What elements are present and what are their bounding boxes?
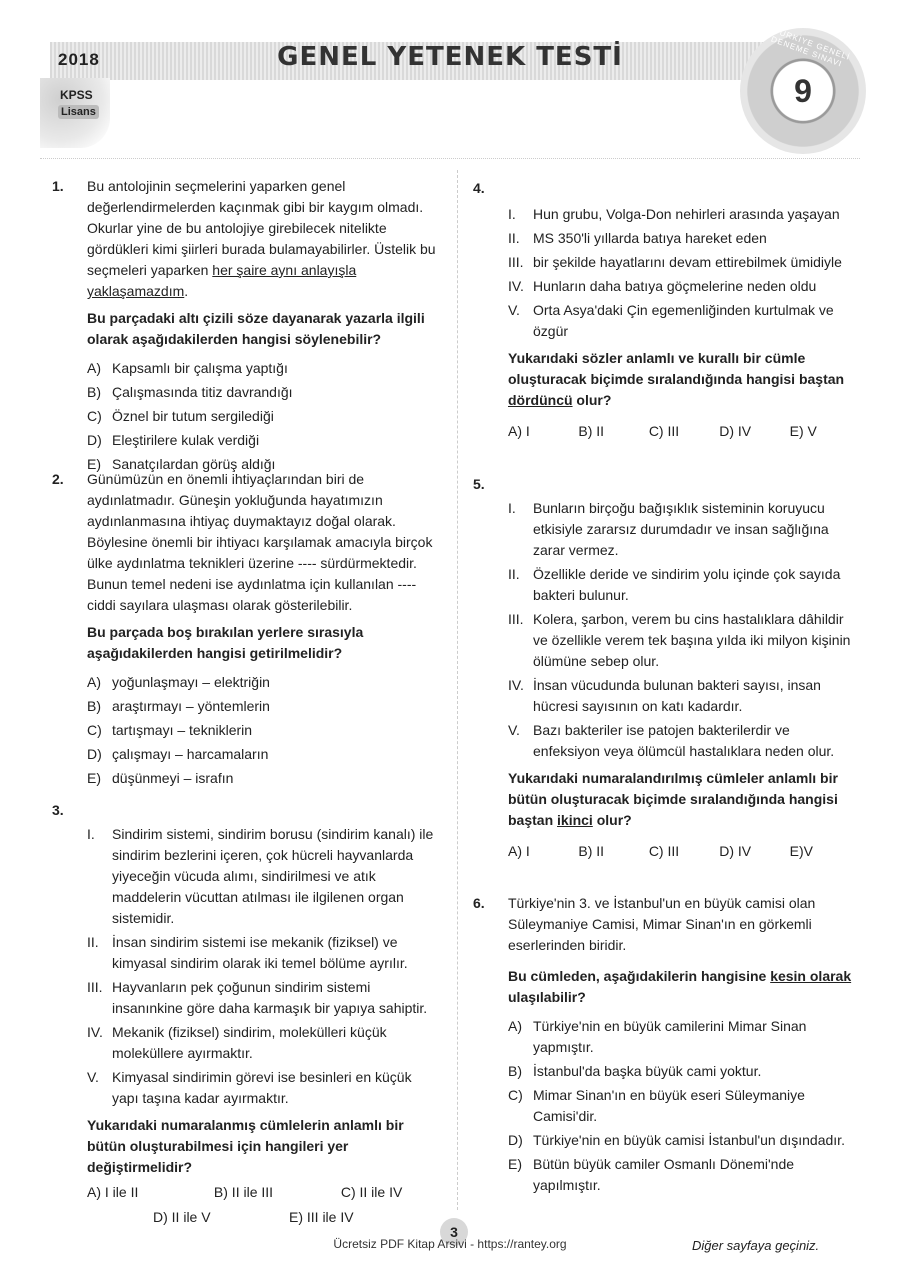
option-e[interactable]: E) Bütün büyük camiler Osmanlı Dönemi'nde yapılmıştır. (508, 1156, 795, 1193)
option-a[interactable]: A) I (508, 423, 530, 439)
option-b[interactable]: B) İstanbul'da başka büyük cami yoktur. (508, 1063, 762, 1079)
option-a[interactable]: A) Kapsamlı bir çalışma yaptığı (87, 360, 288, 376)
question-stem: Yukarıdaki numaralandırılmış cümleler anlamlı bir bütün oluşturacak biçimde sıralandığında hangisi baştan ikinci olur? (508, 770, 838, 828)
option-d[interactable]: D) IV (719, 423, 752, 439)
option-c[interactable]: C) II ile IV (340, 1184, 403, 1200)
question-passage: Türkiye'nin 3. ve İstanbul'un en büyük camisi olan Süleymaniye Camisi, Mimar Sinan'ın en görkemli eserlerinden biridir. (508, 895, 816, 953)
page-title: GENEL YETENEK TESTİ (277, 42, 623, 72)
statement: III. bir şekilde hayatlarını devam ettirebilmek ümidiyle (508, 254, 842, 270)
option-d[interactable]: D) çalışmayı – harcamaların (87, 746, 269, 762)
question-stem: Yukarıdaki numaralanmış cümlelerin anlamlı bir bütün oluşturabilmesi için hangileri yer değiştirmelidir? (87, 1117, 404, 1175)
statement: II. Özellikle deride ve sindirim yolu içinde çok sayıda bakteri bulunur. (508, 566, 841, 603)
option-a[interactable]: A) Türkiye'nin en büyük camilerini Mimar Sinan yapmıştır. (508, 1018, 807, 1055)
question-1 (52, 176, 437, 475)
statement: V. Kimyasal sindirimin görevi ise besinleri en küçük yapı taşına kadar ayırmaktır. (87, 1069, 412, 1106)
option-b[interactable]: B) araştırmayı – yöntemlerin (87, 698, 270, 714)
underlined-phrase: her şaire aynı anlayışla yaklaşamazdım (87, 262, 357, 299)
column-divider (457, 170, 458, 1210)
question-number: 2. (52, 471, 64, 487)
option-e[interactable]: E) düşünmeyi – israfın (87, 770, 234, 786)
statement: I. Bunların birçoğu bağışıklık sisteminin koruyucu etkisiyle zararsız durumdadır ve insan sağlığına zarar vermez. (508, 500, 829, 558)
option-b[interactable]: B) Çalışmasında titiz davrandığı (87, 384, 293, 400)
exam-name: KPSS (60, 88, 93, 102)
option-e[interactable]: E) V (789, 423, 817, 439)
footer-source-link[interactable]: Ücretsiz PDF Kitap Arsivi - https://rantey.org (333, 1237, 567, 1251)
option-e[interactable]: E)V (789, 843, 813, 859)
option-a[interactable]: A) yoğunlaşmayı – elektriğin (87, 674, 270, 690)
option-a[interactable]: A) I ile II (87, 1184, 139, 1200)
question-stem: Bu parçada boş bırakılan yerlere sırasıyla aşağıdakilerden hangisi getirilmelidir? (87, 624, 364, 661)
question-6 (473, 893, 860, 1196)
badge-caption: TÜRKİYE GENELİ DENEME SINAVI (769, 26, 852, 69)
option-e[interactable]: E) Sanatçılardan görüş aldığı (87, 456, 276, 472)
statement: IV. Mekanik (fiziksel) sindirim, molekülleri küçük moleküllere ayırmaktır. (87, 1024, 387, 1061)
option-d[interactable]: D) Türkiye'nin en büyük camisi İstanbul'un dışındadır. (508, 1132, 845, 1148)
question-passage: Bu antolojinin seçmelerini yaparken genel değerlendirmelerden kaçınmak gibi bir kaygım olmadı. Okurlar yine de bu antolojiye girebilecek nitelikte gördükleri kimi şiirleri burada bulamayabilirler. Üstelik bu seçmeleri yaparken her şaire aynı anlayışla yaklaşamazdım. (87, 178, 436, 299)
question-3 (52, 800, 437, 1228)
statement: IV. İnsan vücudunda bulunan bakteri sayısı, insan hücresi sayısının on katı kadardır. (508, 677, 821, 714)
question-2 (52, 469, 437, 789)
statement: III. Kolera, şarbon, verem bu cins hastalıklara dâhildir ve özellikle verem tek başına yılda iki milyon kişinin ölümüne sebep olur. (508, 611, 851, 669)
question-number: 1. (52, 178, 64, 194)
statement: V. Orta Asya'daki Çin egemenliğinden kurtulmak ve özgür (508, 302, 834, 339)
question-stem: Bu cümleden, aşağıdakilerin hangisine kesin olarak ulaşılabilir? (508, 968, 852, 1005)
underlined-word: dördüncü (508, 392, 573, 408)
option-d[interactable]: D) II ile V (153, 1209, 211, 1225)
statement: III. Hayvanların pek çoğunun sindirim sistemi insanınkine göre daha karmaşık bir yapıya sahiptir. (87, 979, 428, 1016)
option-c[interactable]: C) Öznel bir tutum sergilediği (87, 408, 274, 424)
question-4 (473, 178, 860, 442)
option-c[interactable]: C) tartışmayı – tekniklerin (87, 722, 253, 738)
question-stem: Yukarıdaki sözler anlamlı ve kurallı bir cümle oluşturacak biçimde sıralandığında hangisi baştan dördüncü olur? (508, 350, 845, 408)
option-c[interactable]: C) Mimar Sinan'ın en büyük eseri Süleymaniye Camisi'dir. (508, 1087, 805, 1124)
question-number: 5. (473, 476, 485, 492)
option-c[interactable]: C) III (648, 423, 680, 439)
option-c[interactable]: C) III (648, 843, 680, 859)
underlined-word: ikinci (557, 812, 593, 828)
statement: I. Hun grubu, Volga-Don nehirleri arasında yaşayan (508, 206, 840, 222)
exam-level: Lisans (58, 105, 99, 119)
exam-year: 2018 (58, 50, 100, 69)
option-b[interactable]: B) II ile III (213, 1184, 274, 1200)
question-number: 4. (473, 180, 485, 196)
statement: II. MS 350'li yıllarda batıya hareket eden (508, 230, 767, 246)
test-number-badge (740, 28, 866, 154)
page-number: 3 (440, 1218, 468, 1246)
statement: IV. Hunların daha batıya göçmelerine neden oldu (508, 278, 817, 294)
option-a[interactable]: A) I (508, 843, 530, 859)
next-page-note: Diğer sayfaya geçiniz. (692, 1238, 820, 1253)
test-number: 9 (794, 73, 812, 109)
statement: V. Bazı bakteriler ise patojen bakterilerdir ve enfeksiyon veya ölümcül hastalıklara neden olur. (508, 722, 835, 759)
statement: II. İnsan sindirim sistemi ise mekanik (fiziksel) ve kimyasal sindirim olarak iki temel bölüme ayrılır. (87, 934, 408, 971)
option-b[interactable]: B) II (578, 843, 605, 859)
statement: I. Sindirim sistemi, sindirim borusu (sindirim kanalı) ile sindirim bezlerini içeren, çok hücreli hayvanlarda yiyeceğin vücuda alımı, sindirilmesi ve atık maddelerin vücuttan atılması ile ilgilenen organ sistemidir. (87, 826, 434, 926)
question-stem: Bu parçadaki altı çizili söze dayanarak yazarla ilgili olarak aşağıdakilerden hangisi söylenebilir? (87, 310, 425, 347)
underlined-phrase: kesin olarak (770, 968, 852, 984)
question-passage: Günümüzün en önemli ihtiyaçlarından biri de aydınlatmadır. Güneşin yokluğunda hayatımızın aydınlanmasına ihtiyaç duymaktayız doğal olarak. Böylesine önemli bir ihtiyacı karşılamak amacıyla birçok ülke aydınlatma teknikleri üzerine ---- sürdürmektedir. Bunun temel nedeni ise aydınlatma için kullanılan ---- ciddi sayılara ulaşması olarak gösterilebilir. (87, 471, 433, 613)
option-b[interactable]: B) II (578, 423, 605, 439)
option-e[interactable]: E) III ile IV (289, 1209, 354, 1225)
question-number: 6. (473, 895, 485, 911)
option-d[interactable]: D) IV (719, 843, 752, 859)
question-number: 3. (52, 802, 64, 818)
option-d[interactable]: D) Eleştirilere kulak verdiği (87, 432, 260, 448)
header-divider (40, 158, 860, 159)
question-5 (473, 474, 860, 862)
